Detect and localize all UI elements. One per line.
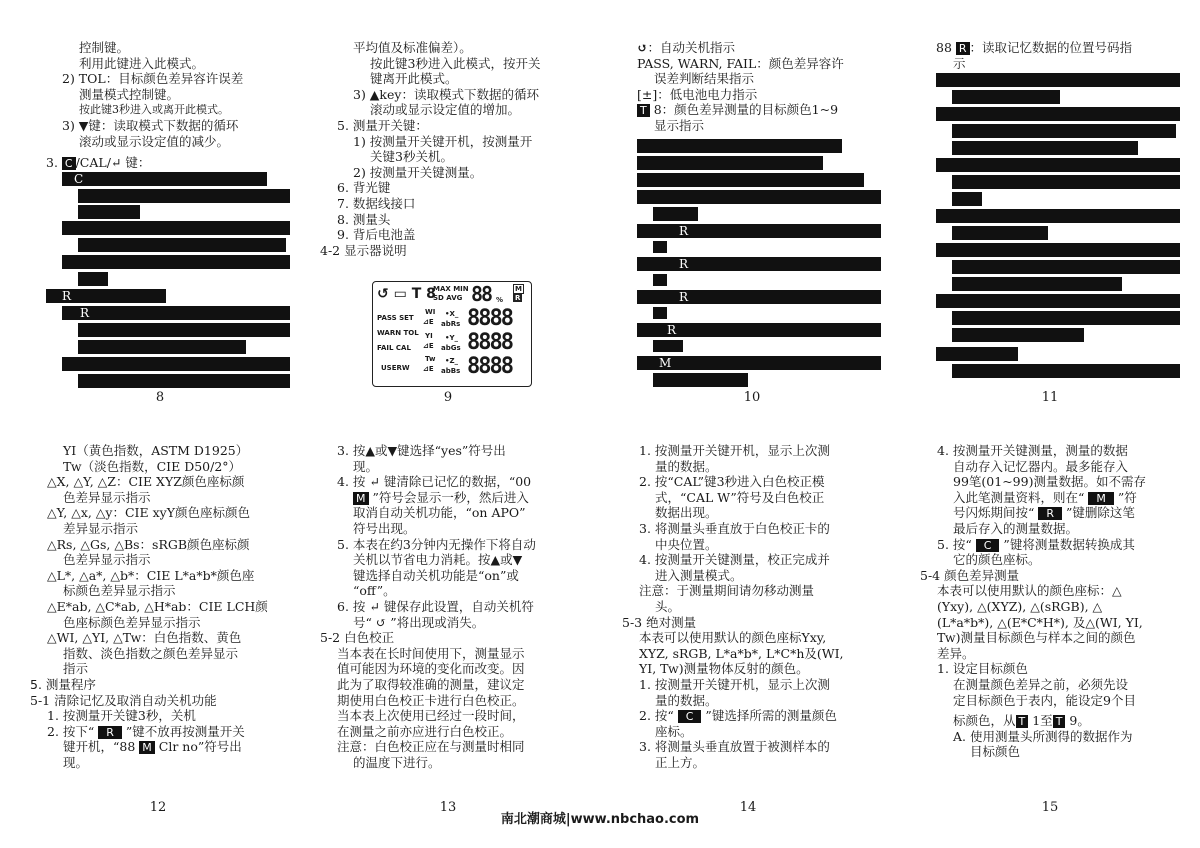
- text-line: “off”。: [353, 583, 396, 599]
- redaction-bar: [952, 175, 1180, 189]
- redaction-bar: [936, 243, 1180, 257]
- text-line: ：低电池电力指示: [657, 86, 758, 102]
- m-tag: M: [139, 741, 155, 754]
- page-number: 14: [739, 800, 757, 815]
- text-line: 定目标颜色于表内，能设定9个目: [953, 692, 1136, 708]
- text-line: 在测量颜色差异之前，必须先设: [953, 676, 1129, 692]
- r-tag: R: [1038, 507, 1062, 520]
- text-line: 式，“CAL W”符号及白色校正: [655, 489, 825, 505]
- redaction-bar: [653, 307, 667, 319]
- text-line: 8：颜色差异测量的目标颜色1~9: [649, 102, 839, 118]
- text-line: 差异。: [937, 645, 975, 661]
- text-line: 本表可以使用默认的颜色座标：△: [937, 583, 1122, 599]
- delta-e-3: ⊿E: [423, 365, 434, 373]
- text-line: 头。: [655, 598, 681, 614]
- rs-label: abRs: [441, 320, 461, 328]
- text-line: YI（黄色指数，ASTM D1925）: [63, 443, 249, 458]
- text-line: [936, 40, 1186, 56]
- text-line: 3) ▲key：读取模式下数据的循环: [353, 86, 539, 102]
- page-12: [30, 443, 300, 770]
- text-line: ”键不放再按测量开关: [121, 723, 245, 739]
- redaction-bar: [637, 356, 881, 370]
- text-line: 的温度下进行。: [353, 754, 441, 770]
- t-tag: T: [637, 104, 650, 117]
- delta-e-1: ⊿E: [423, 318, 434, 326]
- bs-label: abBs: [441, 367, 461, 375]
- text-line: 控制键。: [79, 40, 130, 55]
- text-line: 利用此键进入此模式。: [79, 55, 205, 71]
- redaction-bar: [653, 207, 698, 221]
- page-number: 15: [1041, 800, 1059, 815]
- redacted-label: R: [679, 290, 689, 304]
- maxmin-label: MAX MIN: [433, 285, 469, 293]
- text-line: ：读取记忆数据的位置号码指: [969, 40, 1133, 55]
- text-line: ”符号会显示一秒，然后进入: [368, 489, 529, 505]
- text-line: 进入测量模式。: [655, 567, 743, 583]
- section-heading: 4-2 显示器说明: [320, 242, 407, 258]
- text-line: PASS, WARN, FAIL：颜色差异容许: [637, 55, 844, 71]
- redacted-label: R: [679, 257, 689, 271]
- text-line: 1) 按测量开关键开机，按测量开: [353, 133, 533, 149]
- auto-off-icon: ↺: [637, 40, 648, 55]
- text-line: 现。: [353, 458, 379, 474]
- text-line: 值可能因为环境的变化而改变。因: [337, 661, 525, 677]
- text-line: 注意：白色校正应在与测量时相同: [337, 739, 525, 755]
- text-line: 符号出现。: [353, 520, 416, 536]
- page-number: 12: [149, 800, 167, 815]
- text-line: Tw)测量目标颜色与样本之间的颜色: [937, 630, 1136, 646]
- redaction-bar: [952, 260, 1180, 274]
- text-line: [920, 537, 1185, 553]
- text-line: 1. 设定目标颜色: [937, 661, 1028, 677]
- redaction-bar: [653, 241, 667, 253]
- redaction-bar: [936, 107, 1180, 121]
- section-heading: 5-3 绝对测量: [622, 614, 697, 630]
- text-line: ”键选择所需的测量颜色: [701, 708, 837, 724]
- text-line: 2) 按测量开关键测量。: [353, 164, 483, 180]
- redaction-bar: [952, 364, 1180, 378]
- memory-digits: 88: [471, 282, 492, 306]
- page-number: 13: [439, 800, 457, 815]
- site-footer: 南北潮商城|www.nbchao.com: [500, 812, 700, 827]
- t-tag: T: [1016, 715, 1029, 728]
- redacted-label: R: [80, 306, 90, 320]
- text-line: 自动存入记忆器内。最多能存入: [953, 458, 1129, 474]
- text-line: ”符: [1113, 489, 1137, 505]
- status-icons: ↺ ▭ T 8: [377, 286, 436, 302]
- page-14: [622, 443, 892, 770]
- text-line: 差异显示指示: [63, 520, 139, 536]
- text-line: 显示指示: [654, 117, 705, 133]
- text-line: 示: [953, 55, 966, 71]
- redaction-bar: [952, 192, 982, 206]
- text-line: [320, 490, 590, 506]
- text-line: 1. 按测量开关键开机，显示上次测: [639, 443, 830, 458]
- page-9: [320, 40, 590, 258]
- text-line: △E*ab, △C*ab, △H*ab：CIE LCH颜: [47, 598, 268, 614]
- redaction-bar: [637, 290, 881, 304]
- text-line: YI, Tw)测量物体反射的颜色。: [639, 661, 809, 677]
- text-line: ”键将测量数据转换成其: [999, 536, 1135, 552]
- text-line: Tw（淡色指数，CIE D50/2°）: [63, 458, 242, 474]
- lcd-display-diagram: [372, 281, 532, 387]
- redaction-bar: [78, 340, 246, 354]
- x-label: •X_: [445, 310, 459, 318]
- warntol-label: WARN TOL: [377, 329, 419, 337]
- t-tag: T: [1053, 715, 1066, 728]
- gs-label: abGs: [441, 344, 461, 352]
- page-8: [62, 40, 302, 149]
- text-line: 滚动或显示设定值的增加。: [370, 102, 521, 118]
- redaction-bar: [78, 205, 140, 219]
- text-line: △Rs, △Gs, △Bs：sRGB颜色座标颜: [47, 536, 250, 552]
- text-line: 2. 按“CAL”键3秒进入白色校正模: [639, 474, 825, 490]
- redaction-bar: [936, 347, 1018, 361]
- text-line: 色差异显示指示: [63, 489, 151, 505]
- text-line: 88: [936, 40, 956, 55]
- text-line: 7. 数据线接口: [337, 195, 416, 211]
- text-line: 此为了取得较准确的测量，建议定: [337, 676, 525, 692]
- text-line: (L*a*b*), △(E*C*H*), 及△(WI, YI,: [937, 614, 1143, 630]
- redaction-bar: [952, 90, 1060, 104]
- text-line: 99笔(01~99)测量数据。如不需存: [953, 474, 1146, 490]
- section-heading: 5. 测量程序: [30, 676, 96, 692]
- redaction-bar: [653, 373, 748, 387]
- page-13: [320, 443, 590, 770]
- text-line: 3. 将测量头垂直放于白色校正卡的: [639, 520, 830, 536]
- userw-label: USERW: [381, 364, 410, 372]
- text-line: 5. 按“: [937, 536, 976, 552]
- redaction-bar: [952, 328, 1084, 342]
- redaction-bar: [62, 221, 290, 235]
- redaction-bar: [936, 209, 1180, 223]
- text-line: 1. 按测量开关键开机，显示上次测: [639, 676, 830, 692]
- text-line: [920, 490, 1185, 506]
- text-line: 2. 按“: [639, 708, 678, 724]
- text-line: 标颜色差异显示指示: [63, 583, 176, 599]
- text-line: 2. 按下“: [47, 723, 99, 739]
- redaction-bar: [952, 277, 1122, 291]
- text-line: 误差判断结果指示: [654, 71, 755, 87]
- text-line: 当本表在长时间使用下，测量显示: [337, 645, 525, 661]
- text-line: 6. 背光键: [337, 180, 391, 196]
- redaction-bar: [653, 274, 667, 286]
- text-line: [637, 40, 902, 56]
- text-line: ”键删除这笔: [1062, 505, 1135, 521]
- text-line: 4. 按 ↵ 键清除已记忆的数据，“00: [337, 474, 532, 490]
- text-line: 9。: [1065, 713, 1090, 729]
- key-c-heading: [46, 155, 296, 171]
- redacted-label: M: [659, 356, 672, 370]
- text-line: 期使用白色校正卡进行白色校正。: [337, 692, 525, 708]
- r-tag: R: [956, 42, 970, 55]
- text-line: 取消自动关机功能，“on APO”: [353, 505, 526, 521]
- text-line: 测量模式控制键。: [79, 86, 180, 102]
- text-line: 1. 按测量开关键3秒，关机: [47, 708, 196, 724]
- text-line: 正上方。: [655, 754, 706, 770]
- c-tag: C: [678, 710, 702, 723]
- text-line: 5. 本表在约3分钟内无操作下将自动: [337, 536, 536, 552]
- text-line: 4. 按测量开关键测量，校正完成并: [639, 552, 830, 568]
- redaction-bar: [936, 73, 1180, 87]
- page-number: 8: [155, 390, 165, 405]
- digits-row-2: 8888: [467, 330, 512, 355]
- redaction-bar: [78, 374, 290, 388]
- text-line: 中央位置。: [655, 536, 718, 552]
- redacted-label: R: [679, 224, 689, 238]
- text-line: 9. 背后电池盖: [337, 227, 416, 243]
- text-line: 滚动或显示设定值的减少。: [79, 133, 230, 149]
- redaction-bar: [78, 189, 290, 203]
- text-line: 3.: [46, 155, 62, 170]
- text-line: [30, 739, 300, 755]
- redaction-bar: [78, 272, 108, 286]
- page-11: [936, 40, 1186, 71]
- section-heading: 5-1 清除记忆及取消自动关机功能: [30, 692, 217, 708]
- text-line: 号闪烁期间按“: [953, 505, 1039, 521]
- redaction-bar: [936, 294, 1180, 308]
- text-line: 3) ▼键：读取模式下数据的循环: [62, 117, 239, 133]
- m-indicator: M: [515, 285, 522, 293]
- redaction-bar: [637, 323, 881, 337]
- text-line: △Y, △x, △y：CIE xyY颜色座标颜色: [47, 505, 250, 521]
- m-tag: M: [1088, 492, 1114, 505]
- redaction-bar: [637, 173, 864, 187]
- text-line: [920, 713, 1185, 729]
- battery-icon: [±]: [637, 86, 658, 102]
- redaction-bar: [637, 139, 842, 153]
- text-line: 平均值及标准偏差）。: [353, 40, 472, 55]
- text-line: 指示: [63, 661, 89, 677]
- text-line: 色差异显示指示: [63, 552, 151, 568]
- text-line: △L*, △a*, △b*：CIE L*a*b*颜色座: [47, 567, 255, 583]
- text-line: 键离开此模式。: [370, 71, 458, 87]
- redaction-bar: [62, 357, 290, 371]
- r-indicator: R: [515, 294, 521, 302]
- redaction-bar: [78, 323, 290, 337]
- text-line: 按此键3秒进入此模式，按开关: [370, 55, 541, 71]
- redaction-bar: [62, 306, 290, 320]
- text-line: 3. 按▲或▼键选择“yes”符号出: [337, 443, 506, 458]
- page-10: [637, 40, 902, 134]
- text-line: 座标。: [655, 723, 693, 739]
- page-number: 11: [1041, 390, 1059, 405]
- text-line: 当本表上次使用已经过一段时间，: [337, 708, 525, 724]
- text-line: [637, 102, 902, 118]
- yi-label: YI: [425, 332, 433, 340]
- digits-row-1: 8888: [467, 306, 512, 331]
- text-line: 关机以节省电力消耗。按▲或▼: [353, 552, 523, 568]
- text-line: 键开机，“88: [63, 739, 140, 755]
- text-line: ：自动关机指示: [647, 40, 735, 55]
- text-line: △WI, △YI, △Tw：白色指数、黄色: [47, 630, 242, 646]
- redacted-label: R: [667, 323, 677, 337]
- page-number: 9: [443, 390, 453, 405]
- text-line: 入此笔测量资料，则在“: [953, 489, 1089, 505]
- redaction-bar: [78, 238, 286, 252]
- z-label: •Z_: [445, 357, 459, 365]
- text-line: 量的数据。: [655, 692, 718, 708]
- c-tag: C: [976, 539, 1000, 552]
- page-number: 10: [743, 390, 761, 405]
- redaction-bar: [952, 141, 1138, 155]
- redaction-bar: [637, 156, 823, 170]
- redaction-bar: [653, 340, 683, 352]
- y-label: •Y_: [445, 334, 459, 342]
- section-heading: 5-4 颜色差异测量: [920, 567, 1020, 583]
- text-line: △X, △Y, △Z：CIE XYZ颜色座标颜: [47, 474, 245, 490]
- failcal-label: FAIL CAL: [377, 344, 411, 352]
- text-line: [920, 505, 1185, 521]
- text-line: 目标颜色: [970, 744, 1021, 760]
- text-line: (Yxy), △(XYZ), △(sRGB), △: [937, 598, 1103, 614]
- text-line: /CAL/↵ 键：: [75, 155, 151, 170]
- text-line: 4. 按测量开关键测量，测量的数据: [937, 443, 1128, 458]
- text-line: 色座标颜色差异显示指示: [63, 614, 201, 630]
- c-key-tag: C: [62, 157, 76, 170]
- text-line: 指数、淡色指数之颜色差异显示: [63, 645, 239, 661]
- text-line: XYZ, sRGB, L*a*b*, L*C*h及(WI,: [639, 645, 844, 661]
- percent-label: %: [496, 296, 504, 304]
- redaction-bar: [637, 190, 881, 204]
- text-line: 2) TOL：目标颜色差异容许误差: [62, 71, 244, 87]
- sdavg-label: SD AVG: [433, 294, 463, 302]
- text-line: 号“ ↺ ”将出现或消失。: [353, 614, 485, 630]
- page-15: [920, 443, 1185, 760]
- text-line: 本表可以使用默认的颜色座标Yxy,: [639, 630, 827, 646]
- text-line: 3. 将测量头垂直放置于被测样本的: [639, 739, 830, 755]
- redaction-bar: [46, 289, 166, 303]
- text-line: 键选择自动关机功能是“on”或: [353, 567, 519, 583]
- text-line: 按此键3秒进入或离开此模式。: [79, 103, 229, 117]
- r-tag: R: [98, 726, 122, 739]
- m-tag: M: [353, 492, 369, 505]
- wi-label: WI: [425, 308, 436, 316]
- text-line: 现。: [63, 754, 89, 770]
- text-line: 在测量之前亦应进行白色校正。: [337, 723, 513, 739]
- text-line: [622, 708, 892, 724]
- redaction-bar: [936, 158, 1180, 172]
- text-line: 8. 测量头: [337, 211, 391, 227]
- text-line: 注意：于测量期间请勿移动测量: [639, 583, 815, 599]
- section-heading: 5-2 白色校正: [320, 630, 395, 646]
- text-line: 6. 按 ↵ 键保存此设置，自动关机符: [337, 598, 534, 614]
- redacted-label: R: [62, 289, 72, 303]
- text-line: 关键3秒关机。: [370, 149, 453, 165]
- delta-e-2: ⊿E: [423, 342, 434, 350]
- digits-row-3: 8888: [467, 354, 512, 379]
- redaction-bar: [62, 172, 267, 186]
- text-line: 量的数据。: [655, 458, 718, 474]
- text-line: 标颜色，从: [953, 713, 1016, 729]
- text-line: [637, 87, 902, 103]
- tw-label: Tw: [425, 355, 436, 363]
- passset-label: PASS SET: [377, 314, 414, 322]
- redaction-bar: [62, 255, 290, 269]
- text-line: Clr no”符号出: [154, 739, 242, 755]
- redaction-bar: [637, 257, 881, 271]
- text-line: 它的颜色座标。: [953, 552, 1041, 568]
- text-line: A. 使用测量头所测得的数据作为: [953, 728, 1133, 744]
- text-line: 数据出现。: [655, 505, 718, 521]
- redaction-bar: [637, 224, 881, 238]
- text-line: 5. 测量开关键：: [337, 117, 428, 133]
- text-line: 最后存入的测量数据。: [953, 520, 1079, 536]
- redaction-bar: [952, 124, 1176, 138]
- text-line: [30, 724, 300, 740]
- redaction-bar: [952, 311, 1180, 325]
- redacted-label: C: [74, 172, 84, 186]
- redaction-bar: [952, 226, 1048, 240]
- text-line: 1至: [1028, 713, 1053, 729]
